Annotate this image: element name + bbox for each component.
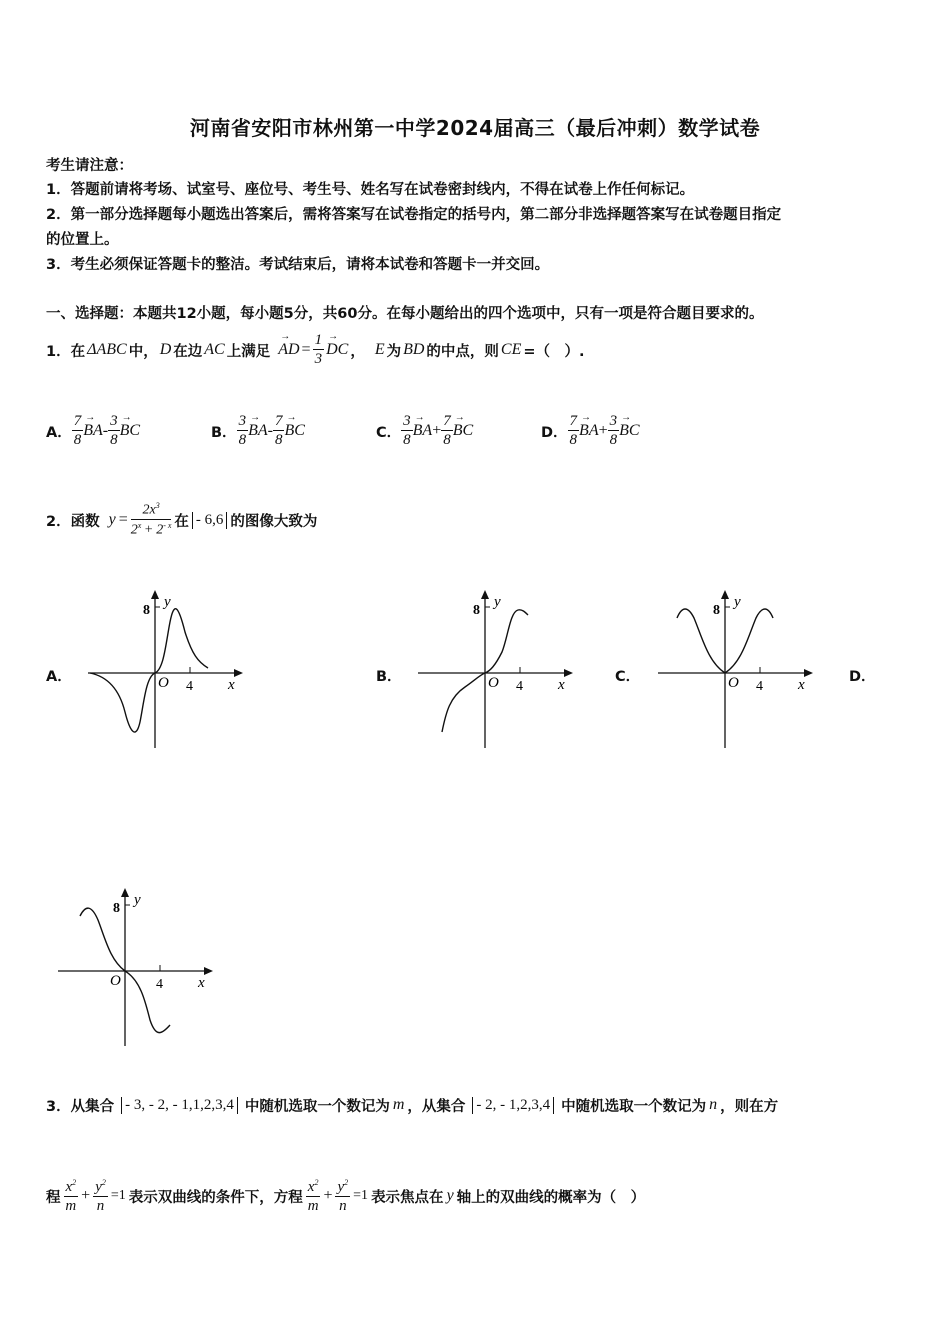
q3-sq: 2 (314, 1177, 319, 1187)
q3-sq: 2 (344, 1177, 349, 1187)
option-label: D． (541, 424, 568, 441)
q3-text: 表示双曲线的条件下，方程 (128, 1189, 303, 1206)
q1-triangle: ΔABC (87, 341, 127, 358)
vector-ba: → BA (579, 422, 599, 440)
vector-bc: → BC (284, 422, 304, 440)
y-label: y (494, 594, 501, 610)
vector-bc: → BC (120, 422, 140, 440)
operator: + (432, 422, 442, 439)
notice-item-2-cont: 的位置上。 (46, 232, 119, 248)
tick-label-4: 4 (156, 977, 163, 992)
question-1 (46, 330, 585, 370)
q3-x: x (65, 1178, 73, 1195)
q2-den-sup: x (137, 521, 142, 530)
q3-y: y (95, 1178, 102, 1195)
q3-set-1: - 3, - 2, - 1,1,2,3,4 (121, 1097, 238, 1114)
operator: - (102, 422, 109, 439)
frac-den: n (339, 1197, 347, 1214)
q1-point-e: E (374, 341, 385, 358)
q1-text: =（ ）. (523, 343, 585, 360)
q1-text: 在边 (173, 343, 203, 360)
q2-num-sup: 3 (155, 501, 160, 511)
y-label: y (164, 594, 171, 610)
q3-eq1: =1 (353, 1188, 369, 1203)
vector-bc: → BC (619, 422, 639, 440)
q3-text: 3．从集合 (46, 1098, 115, 1115)
q3-frac-y (335, 1179, 350, 1214)
frac-num: 3 (403, 413, 411, 429)
frac-den: m (65, 1197, 77, 1214)
tick-label-4: 4 (756, 679, 763, 694)
y-arrow-icon (121, 888, 129, 897)
tick-label-8: 8 (143, 603, 150, 618)
vector-ba: → BA (83, 422, 103, 440)
q1-text: ， (350, 343, 365, 360)
q3-frac-y (93, 1179, 108, 1214)
q3-text: 表示焦点在 (371, 1189, 444, 1206)
q2-interval: - 6,6 (192, 512, 228, 529)
frac-num: 7 (73, 413, 82, 429)
q3-set-2: - 2, - 1,2,3,4 (472, 1097, 554, 1114)
vector-ba: → BA (413, 422, 433, 440)
option-label: C． (376, 424, 402, 441)
frac-num: 7 (569, 413, 578, 429)
page-title: 河南省安阳市林州第一中学2024届高三（最后冲刺）数学试卷 (189, 116, 761, 140)
x-label: x (558, 677, 565, 693)
q1-text: 中， (128, 343, 158, 360)
q1-text: 1．在 (46, 343, 86, 360)
frac-den: 8 (110, 432, 118, 448)
q1-option-c[interactable] (376, 408, 473, 454)
operator: + (598, 422, 608, 439)
q1-option-d[interactable] (541, 408, 640, 454)
frac-num: 7 (274, 413, 283, 429)
graph-d[interactable] (50, 880, 220, 1050)
q1-point-d: D (159, 341, 172, 358)
frac-num (64, 1179, 79, 1197)
q3-sq: 2 (72, 1177, 77, 1187)
frac-den: 8 (73, 432, 82, 448)
q3-text: 中随机选取一个数记为 (561, 1098, 707, 1115)
q2-y: y (108, 511, 116, 528)
option-frac (108, 414, 120, 448)
q1-frac-num: 1 (314, 332, 323, 348)
x-arrow-icon (234, 669, 243, 677)
frac-den: n (96, 1197, 105, 1214)
q2-fraction (131, 502, 172, 537)
q2-frac-den (131, 520, 172, 538)
notice-item-2: 2．第一部分选择题每小题选出答案后，需将答案写在试卷指定的括号内，第二部分非选择题答案写在试卷题目指定 (46, 207, 782, 223)
option-frac (441, 414, 453, 448)
q2-option-c-label[interactable]: C． (615, 669, 641, 685)
x-label: x (198, 975, 205, 991)
q3-plus: + (323, 1187, 333, 1204)
vector-ba: → BA (248, 422, 268, 440)
q1-option-a[interactable] (46, 408, 140, 454)
q2-den2: 2 (156, 522, 164, 538)
operator: - (267, 422, 273, 439)
question-3 (46, 1084, 778, 1126)
frac-num: 3 (609, 413, 618, 429)
q1-text: 的中点，则 (426, 343, 499, 360)
q2-num: 2x (142, 503, 156, 518)
origin-label: O (110, 973, 121, 989)
graph-a[interactable] (80, 582, 250, 752)
tick-label-8: 8 (473, 603, 480, 618)
origin-label: O (158, 675, 169, 691)
q3-text: ，则在方 (720, 1098, 779, 1115)
option-frac (401, 414, 413, 448)
frac-den: m (307, 1197, 319, 1214)
q2-text: 在 (174, 513, 189, 530)
frac-den: 8 (443, 432, 451, 448)
frac-num (93, 1179, 108, 1197)
frac-den: 8 (609, 432, 618, 448)
q2-option-a-label[interactable]: A． (46, 669, 72, 685)
q3-text: 程 (46, 1189, 61, 1206)
y-arrow-icon (151, 590, 159, 599)
q2-option-d-label[interactable]: D． (849, 669, 876, 685)
section-heading: 一、选择题：本题共12小题，每小题5分，共60分。在每小题给出的四个选项中，只有一项是符合题目要求的。 (46, 306, 764, 322)
q2-option-b-label[interactable]: B． (376, 669, 402, 685)
q1-text: 为 (386, 343, 402, 360)
x-label: x (798, 677, 805, 693)
question-2 (46, 496, 317, 544)
frac-num: 3 (238, 413, 247, 429)
q3-eq1: =1 (110, 1188, 126, 1203)
y-arrow-icon (721, 590, 729, 599)
frac-den: 8 (238, 432, 247, 448)
q1-fraction (313, 333, 325, 367)
q1-vector-dc: → DC (326, 341, 348, 359)
tick-label-4: 4 (516, 679, 523, 694)
y-arrow-icon (481, 590, 489, 599)
q3-y: y (337, 1178, 345, 1195)
frac-num: 3 (110, 413, 118, 429)
q3-text: ，从集合 (407, 1098, 466, 1115)
x-label: x (228, 677, 235, 693)
q1-equals: = (301, 341, 311, 358)
q1-side-ac: AC (204, 341, 225, 358)
option-label: A． (46, 424, 72, 441)
option-frac (568, 414, 580, 448)
frac-den: 8 (403, 432, 411, 448)
option-frac (72, 414, 84, 448)
tick-label-8: 8 (113, 901, 120, 916)
notice-item-3: 3．考生必须保证答题卡的整洁。考试结束后，请将本试卷和答题卡一并交回。 (46, 257, 550, 273)
q3-x: x (307, 1178, 315, 1195)
graph-c[interactable] (650, 582, 820, 752)
option-frac (608, 414, 620, 448)
q2-plus: + (144, 522, 153, 538)
q1-frac-den: 3 (314, 351, 323, 367)
q2-text: 2．函数 (46, 513, 100, 530)
q3-sq: 2 (101, 1177, 106, 1187)
frac-den: 8 (274, 432, 283, 448)
q1-vector-ce: CE (500, 341, 522, 358)
frac-num (335, 1179, 350, 1197)
x-arrow-icon (804, 669, 813, 677)
option-frac (237, 414, 249, 448)
q3-m: m (392, 1096, 405, 1113)
q3-plus: + (81, 1187, 91, 1204)
notice-item-1: 1．答题前请将考场、试室号、座位号、考生号、姓名写在试卷密封线内，不得在试卷上作任何标记。 (46, 182, 695, 198)
q2-equals: = (118, 511, 128, 528)
q1-option-b[interactable] (211, 408, 305, 454)
vector-bc: → BC (453, 422, 473, 440)
option-frac (273, 414, 285, 448)
tick-label-8: 8 (713, 603, 720, 618)
q1-text: 上满足 (226, 343, 271, 360)
y-label: y (734, 594, 741, 610)
frac-num (306, 1179, 321, 1197)
tick-label-4: 4 (186, 679, 193, 694)
graph-b[interactable] (410, 582, 580, 752)
y-label: y (134, 892, 141, 908)
q3-frac-x (306, 1179, 321, 1214)
q2-frac-num (131, 502, 172, 520)
q3-text: 中随机选取一个数记为 (244, 1098, 390, 1115)
q2-den: 2 (130, 522, 138, 538)
origin-label: O (488, 675, 499, 691)
q2-den-sup2: - x (163, 521, 172, 530)
q3-n: n (709, 1096, 718, 1113)
notice-heading: 考生请注意： (46, 158, 133, 174)
frac-den: 8 (569, 432, 578, 448)
question-3-cont (46, 1172, 645, 1220)
q3-text: 轴上的双曲线的概率为（ ） (456, 1189, 646, 1206)
x-arrow-icon (204, 967, 213, 975)
q1-vector-ad: → AD (278, 341, 299, 359)
option-label: B． (211, 424, 237, 441)
q2-text: 的图像大致为 (230, 513, 318, 530)
origin-label: O (728, 675, 739, 691)
x-arrow-icon (564, 669, 573, 677)
q3-y-axis: y (446, 1187, 454, 1204)
q1-segment-bd: BD (403, 341, 425, 358)
q3-frac-x (64, 1179, 79, 1214)
frac-num: 7 (443, 413, 451, 429)
